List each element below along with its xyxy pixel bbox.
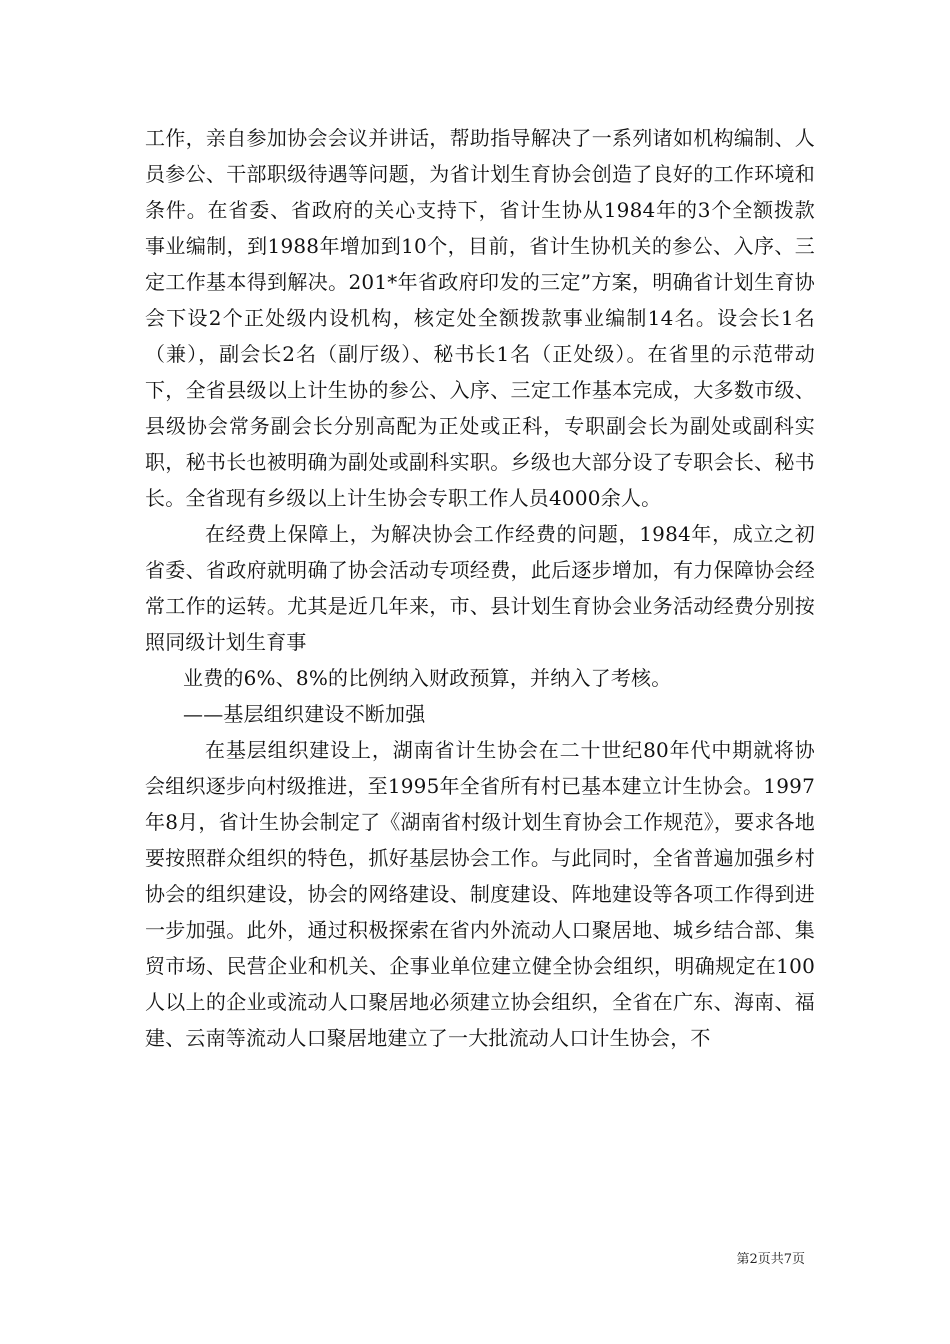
- paragraph-staffing: 工作，亲自参加协会会议并讲话，帮助指导解决了一系列诸如机构编制、人员参公、干部职级待遇等问题，为省计划生育协会创造了良好的工作环境和条件。在省委、省政府的关心支持下，省计生协从1984年的3个全额拨款事业编制，到1988年增加到10个，目前，省计生协机关的参公、入序、三定工作基本得到解决。201*年省政府印发的三定”方案，明确省计划生育协会下设2个正处级内设机构，核定处全额拨款事业编制14名。设会长1名（兼），副会长2名（副厅级）、秘书长1名（正处级）。在省里的示范带动下，全省县级以上计生协的参公、入序、三定工作基本完成，大多数市级、县级协会常务副会长分别高配为正处或正科，专职副会长为副处或副科实职，秘书长也被明确为副处或副科实职。乡级也大部分设了专职会长、秘书长。全省现有乡级以上计生协会专职工作人员4000余人。: [145, 126, 815, 510]
- page-number-footer: 第2页共7页: [736, 1252, 805, 1267]
- document-body: [145, 120, 815, 1056]
- section-heading-grassroots: ——基层组织建设不断加强: [183, 702, 426, 726]
- paragraph-funding-continued: 业费的6%、8%的比例纳入财政预算，并纳入了考核。: [183, 666, 672, 690]
- paragraph-funding: 在经费上保障上，为解决协会工作经费的问题，1984年，成立之初省委、省政府就明确了协会活动专项经费，此后逐步增加，有力保障协会经常工作的运转。尤其是近几年来，市、县计划生育协会业务活动经费分别按照同级计划生育事: [145, 522, 815, 654]
- paragraph-grassroots: 在基层组织建设上，湖南省计生协会在二十世纪80年代中期就将协会组织逐步向村级推进，至1995年全省所有村已基本建立计生协会。1997年8月，省计生协会制定了《湖南省村级计划生育协会工作规范》，要求各地要按照群众组织的特色，抓好基层协会工作。与此同时，全省普遍加强乡村协会的组织建设，协会的网络建设、制度建设、阵地建设等各项工作得到进一步加强。此外，通过积极探索在省内外流动人口聚居地、城乡结合部、集贸市场、民营企业和机关、企事业单位建立健全协会组织，明确规定在100人以上的企业或流动人口聚居地必须建立协会组织，全省在广东、海南、福建、云南等流动人口聚居地建立了一大批流动人口计生协会，不: [145, 738, 815, 1050]
